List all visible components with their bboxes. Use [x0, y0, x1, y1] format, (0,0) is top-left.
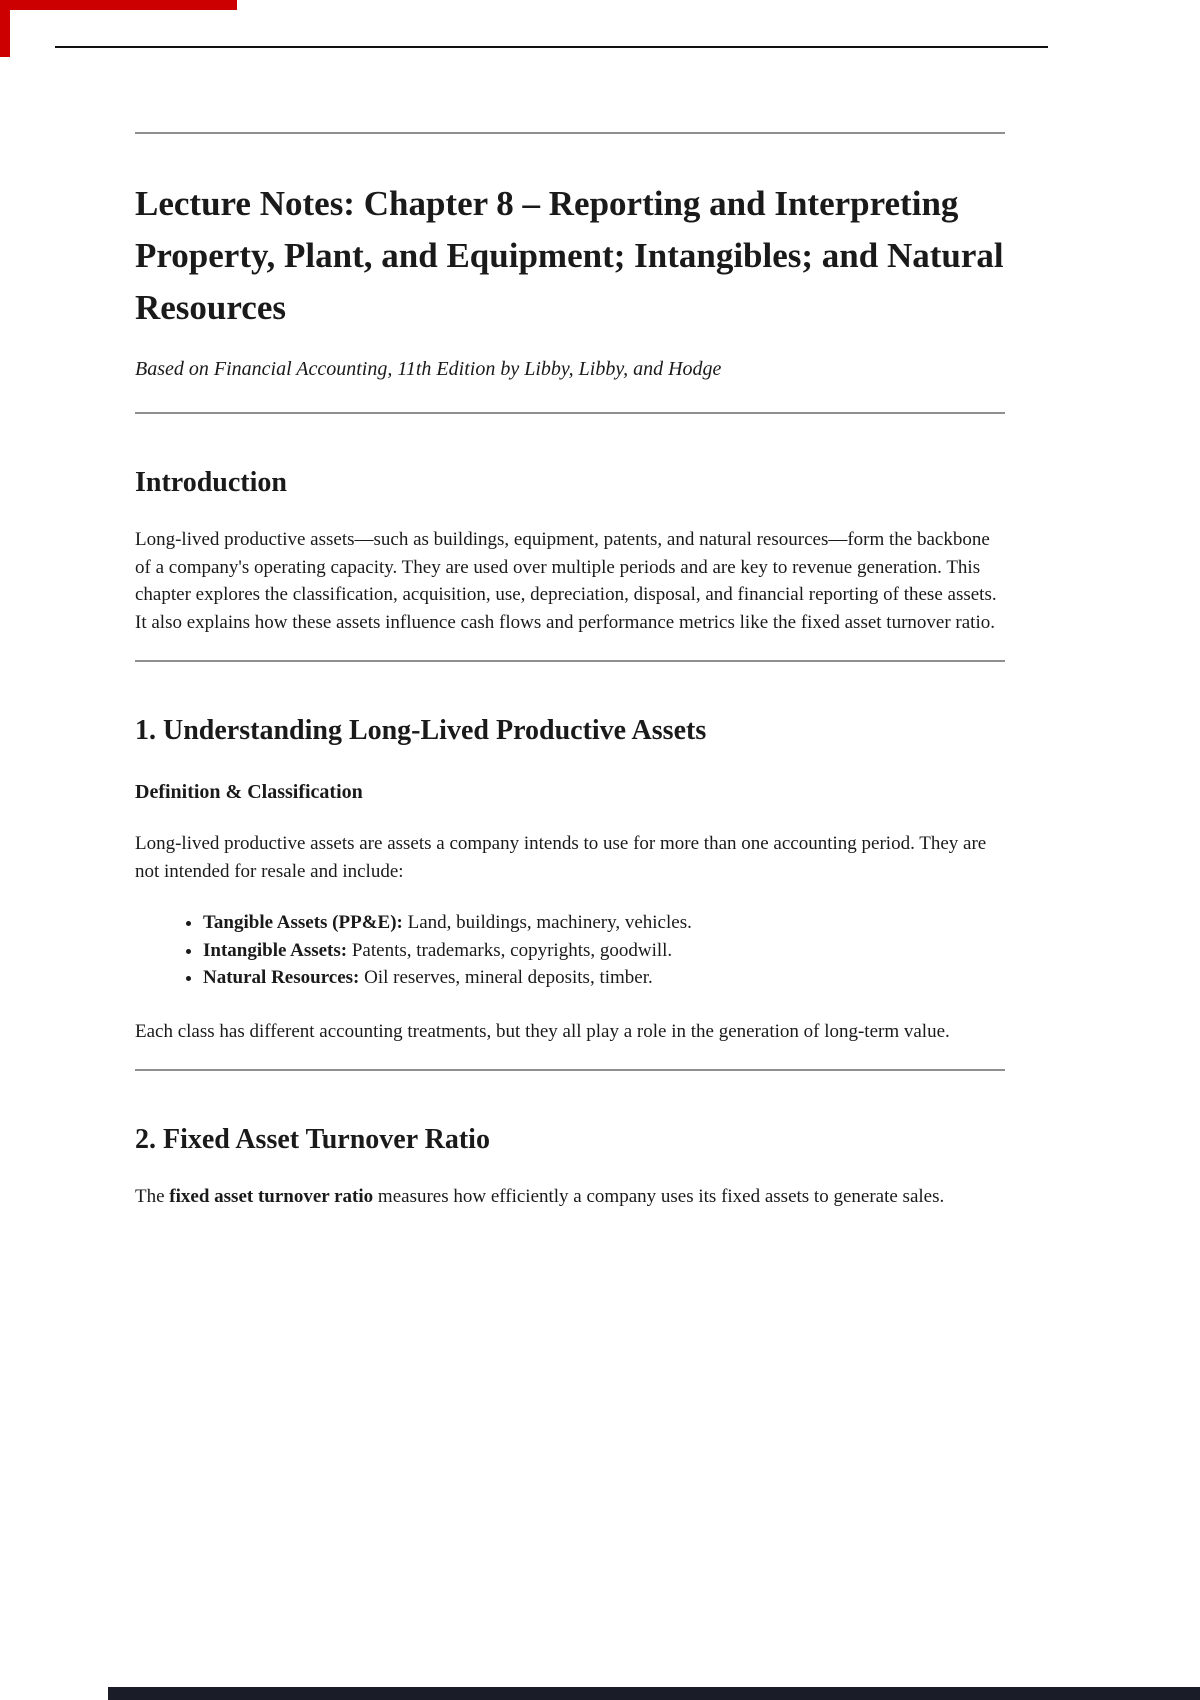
- section2-paragraph: [135, 1183, 1005, 1211]
- list-item-text: Land, buildings, machinery, vehicles.: [402, 912, 692, 933]
- page-title: Lecture Notes: Chapter 8 – Reporting and Interpreting Property, Plant, and Equipment; Intangibles; and Natural Resources: [135, 184, 1004, 327]
- red-corner-mark-vertical: [0, 0, 10, 57]
- section2-text-pre: The: [135, 1186, 170, 1207]
- section1-closing-paragraph: Each class has different accounting treatments, but they all play a role in the generation of long-term value.: [135, 1020, 950, 1042]
- section-heading-1: 1. Understanding Long-Lived Productive Assets: [135, 715, 707, 746]
- subtitle: Based on Financial Accounting, 11th Edition by Libby, Libby, and Hodge: [135, 358, 722, 380]
- section-heading-2: 2. Fixed Asset Turnover Ratio: [135, 1124, 490, 1155]
- divider-after-subtitle: [135, 412, 1005, 414]
- list-item-text: Patents, trademarks, copyrights, goodwill.: [347, 939, 673, 961]
- section-heading-introduction: Introduction: [135, 467, 287, 498]
- list-item-natural-resources: [203, 964, 1005, 992]
- list-item-label: Natural Resources:: [203, 967, 360, 988]
- introduction-paragraph: Long-lived productive assets—such as buildings, equipment, patents, and natural resources—form the backbone of a company's operating capacity. They are used over multiple periods and are key to revenue generation. This chapter explores the classification, acquisition, use, depreciation, disposal, and financial reporting of these assets. It also explains how these assets influence cash flows and performance metrics like the fixed asset turnover ratio.: [135, 529, 997, 633]
- list-item-intangible-assets: [203, 937, 1005, 965]
- divider-top: [135, 132, 1005, 134]
- list-item-label: Intangible Assets:: [203, 939, 348, 961]
- section2-text-post: measures how efficiently a company uses its fixed assets to generate sales.: [373, 1186, 945, 1207]
- subsection-heading-definition: Definition & Classification: [135, 781, 363, 803]
- section2-text-bold: fixed asset turnover ratio: [169, 1186, 374, 1207]
- list-item-tangible-assets: [203, 909, 1005, 937]
- list-item-label: Tangible Assets (PP&E):: [203, 912, 403, 933]
- document-content: [135, 0, 1005, 1211]
- footer-bar: [108, 1687, 1200, 1700]
- section1-lead-paragraph: Long-lived productive assets are assets a company intends to use for more than one accounting period. They are not intended for resale and include:: [135, 833, 987, 882]
- divider-section-1: [135, 660, 1005, 662]
- list-item-text: Oil reserves, mineral deposits, timber.: [359, 967, 653, 988]
- asset-types-list: [135, 909, 1005, 992]
- divider-section-2: [135, 1069, 1005, 1071]
